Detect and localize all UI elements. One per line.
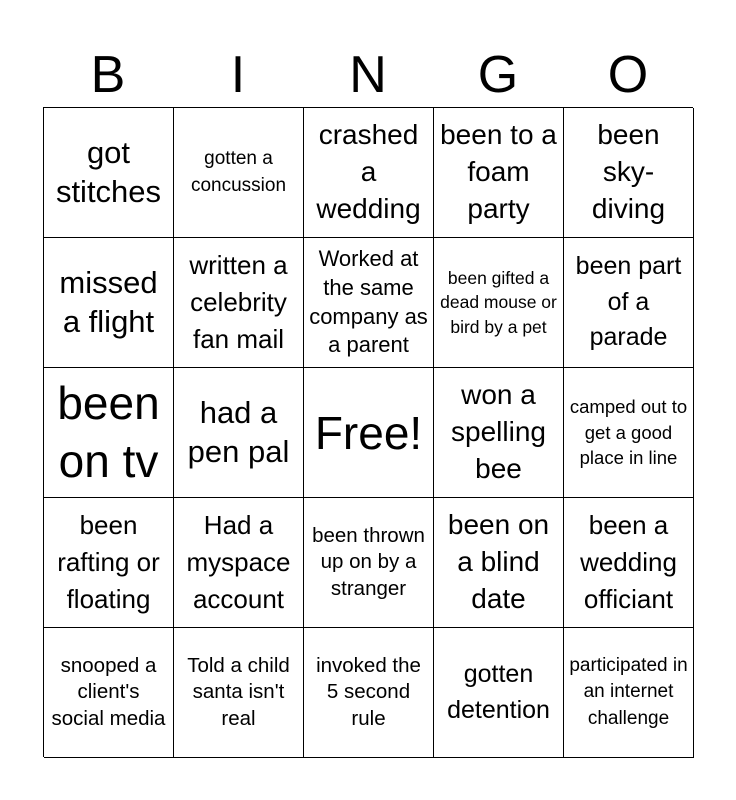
cell-text: got stitches — [55, 134, 162, 209]
cell-text: won a spelling bee — [451, 379, 546, 484]
free-space[interactable] — [304, 368, 434, 498]
cell-text: participated in an internet challenge — [569, 655, 688, 729]
bingo-cell[interactable] — [434, 238, 564, 368]
bingo-cell[interactable] — [564, 628, 694, 758]
bingo-cell[interactable] — [174, 108, 304, 238]
cell-text: been on a blind date — [447, 509, 550, 614]
bingo-board — [43, 107, 693, 757]
cell-text: Worked at the same company as a parent — [309, 246, 428, 358]
bingo-cell[interactable] — [564, 498, 694, 628]
free-space-text: Free! — [314, 406, 423, 459]
bingo-cell[interactable] — [44, 108, 174, 238]
cell-text: been a wedding officiant — [580, 510, 677, 614]
header-letter-b: B — [90, 46, 126, 104]
bingo-cell[interactable] — [434, 368, 564, 498]
bingo-cell[interactable] — [564, 368, 694, 498]
bingo-cell[interactable] — [434, 628, 564, 758]
bingo-cell[interactable] — [174, 238, 304, 368]
cell-text: been on tv — [57, 377, 160, 487]
bingo-cell[interactable] — [304, 628, 434, 758]
cell-text: written a celebrity fan mail — [189, 250, 288, 354]
header-letter-o: O — [607, 46, 649, 104]
bingo-cell[interactable] — [174, 498, 304, 628]
bingo-cell[interactable] — [304, 238, 434, 368]
cell-text: had a pen pal — [187, 394, 290, 469]
header-letter-i: I — [230, 46, 246, 104]
bingo-cell[interactable] — [434, 498, 564, 628]
cell-text: missed a flight — [59, 264, 158, 339]
cell-text: snooped a client's social media — [51, 653, 166, 730]
bingo-cell[interactable] — [44, 628, 174, 758]
bingo-cell[interactable] — [44, 238, 174, 368]
cell-text: Told a child santa isn't real — [187, 653, 290, 730]
bingo-cell[interactable] — [44, 498, 174, 628]
header-letter-n: N — [349, 46, 387, 104]
cell-text: gotten a concussion — [190, 148, 287, 196]
bingo-cell[interactable] — [44, 368, 174, 498]
bingo-cell[interactable] — [174, 628, 304, 758]
bingo-cell[interactable] — [564, 108, 694, 238]
cell-text: been rafting or floating — [57, 510, 160, 614]
cell-text: Had a myspace account — [186, 510, 291, 614]
cell-text: crashed a wedding — [316, 119, 421, 224]
cell-text: been to a foam party — [440, 119, 557, 224]
cell-text: gotten detention — [447, 660, 550, 724]
bingo-cell[interactable] — [304, 498, 434, 628]
bingo-cell[interactable] — [564, 238, 694, 368]
cell-text: been sky-diving — [591, 119, 666, 224]
cell-text: been gifted a dead mouse or bird by a pet — [440, 267, 557, 337]
bingo-cell[interactable] — [174, 368, 304, 498]
cell-text: been thrown up on by a stranger — [312, 523, 425, 600]
bingo-header — [43, 44, 693, 106]
header-letter-g: G — [477, 46, 519, 104]
bingo-cell[interactable] — [304, 108, 434, 238]
cell-text: invoked the 5 second rule — [316, 653, 421, 730]
bingo-cell[interactable] — [434, 108, 564, 238]
cell-text: been part of a parade — [575, 252, 682, 352]
cell-text: camped out to get a good place in line — [569, 396, 688, 469]
